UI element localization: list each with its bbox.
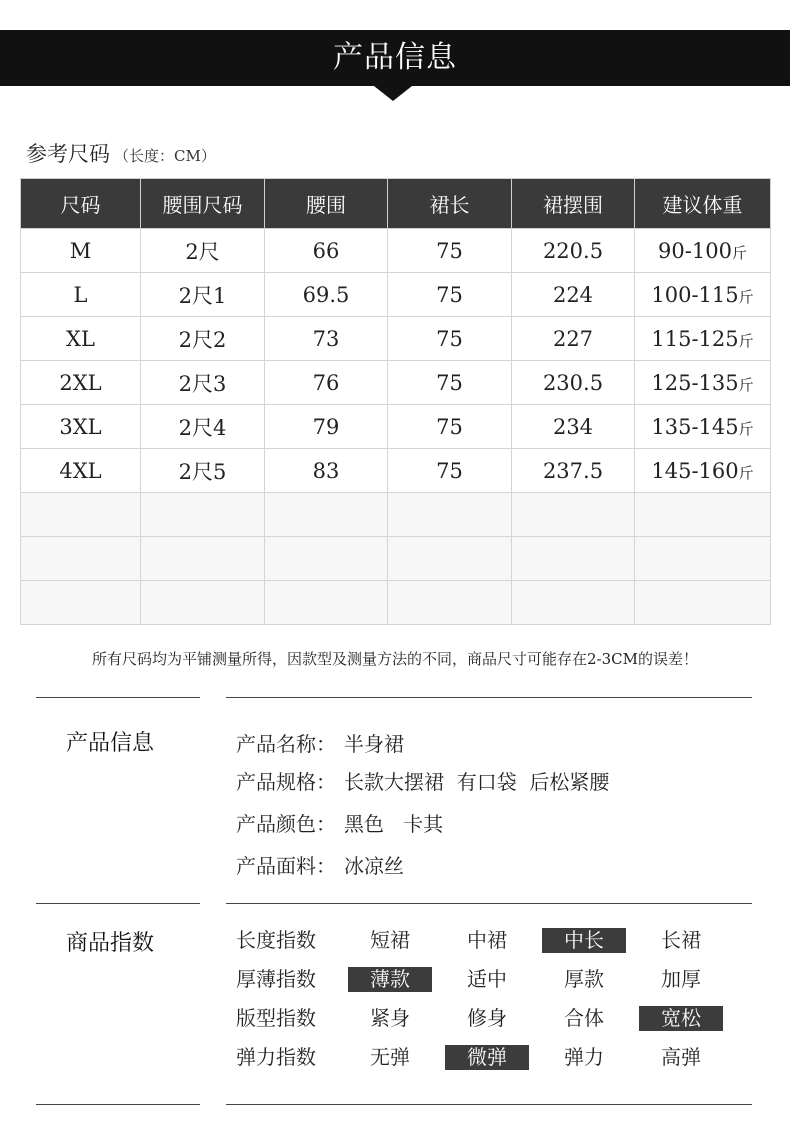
- cell-size: 4XL: [21, 449, 141, 493]
- info-row-spec: [236, 766, 609, 795]
- cell-hem: 227: [512, 317, 635, 361]
- table-row: [21, 449, 771, 493]
- weight-value: 135-145: [651, 414, 739, 439]
- product-index-title: 商品指数: [66, 931, 155, 956]
- table-row: [21, 317, 771, 361]
- index-row-length: [236, 926, 756, 954]
- info-row-color: [236, 808, 443, 837]
- cell-weight: [635, 273, 771, 317]
- index-label: 版型指数: [236, 1006, 316, 1030]
- cell-weight: [635, 361, 771, 405]
- title-banner: [0, 30, 790, 86]
- info-label: 产品面料：: [236, 854, 336, 878]
- cell-length: 75: [388, 317, 512, 361]
- cell-waist: 76: [265, 361, 388, 405]
- header-waist: 腰围: [265, 179, 388, 229]
- cell-length: 75: [388, 361, 512, 405]
- index-option: 加厚: [661, 967, 701, 991]
- cell-length: 75: [388, 229, 512, 273]
- cell-size: XL: [21, 317, 141, 361]
- cell-weight: [635, 229, 771, 273]
- index-option: 适中: [467, 967, 507, 991]
- index-option: 微弹: [445, 1045, 529, 1070]
- index-option: 紧身: [370, 1006, 410, 1030]
- table-row: [21, 405, 771, 449]
- weight-unit: 斤: [738, 331, 754, 350]
- cell-hem: 224: [512, 273, 635, 317]
- index-row-elasticity: [236, 1043, 756, 1071]
- weight-value: 90-100: [658, 238, 732, 263]
- index-option: 修身: [467, 1006, 507, 1030]
- index-option: 长裙: [661, 928, 701, 952]
- index-option: 弹力: [564, 1045, 604, 1069]
- cell-waist: 79: [265, 405, 388, 449]
- cell-size: 3XL: [21, 405, 141, 449]
- cell-waist-size: 2尺: [141, 229, 265, 273]
- cell-length: 75: [388, 405, 512, 449]
- weight-value: 125-135: [651, 370, 739, 395]
- cell-waist-size: 2尺4: [141, 405, 265, 449]
- cell-waist: 73: [265, 317, 388, 361]
- weight-unit: 斤: [738, 287, 754, 306]
- table-row: [21, 229, 771, 273]
- size-table: [20, 178, 771, 625]
- weight-unit: 斤: [738, 419, 754, 438]
- index-label: 厚薄指数: [236, 967, 316, 991]
- empty-table-row: [21, 493, 771, 537]
- index-option: 宽松: [639, 1006, 723, 1031]
- weight-value: 100-115: [651, 282, 739, 307]
- header-size: 尺码: [21, 179, 141, 229]
- info-label: 产品颜色：: [236, 812, 336, 836]
- empty-table-row: [21, 581, 771, 625]
- cell-weight: [635, 317, 771, 361]
- weight-unit: 斤: [738, 463, 754, 482]
- header-hem: 裙摆围: [512, 179, 635, 229]
- divider: [226, 903, 752, 904]
- info-label: 产品名称：: [236, 732, 336, 756]
- index-label: 弹力指数: [236, 1045, 316, 1069]
- index-option: 薄款: [348, 967, 432, 992]
- empty-table-row: [21, 537, 771, 581]
- info-value: 长款大摆裙 有口袋 后松紧腰: [344, 770, 610, 794]
- cell-hem: 234: [512, 405, 635, 449]
- cell-hem: 237.5: [512, 449, 635, 493]
- divider: [226, 1104, 752, 1105]
- index-option: 合体: [564, 1006, 604, 1030]
- index-option: 无弹: [370, 1045, 410, 1069]
- cell-waist: 69.5: [265, 273, 388, 317]
- banner-notch: [374, 86, 412, 101]
- reference-size-title: 参考尺码: [26, 142, 110, 166]
- divider: [36, 903, 200, 904]
- cell-waist: 66: [265, 229, 388, 273]
- banner-title: 产品信息: [333, 40, 457, 75]
- cell-size: L: [21, 273, 141, 317]
- measurement-note: 所有尺码均为平铺测量所得，因款型及测量方法的不同，商品尺寸可能存在2-3CM的误差！: [92, 650, 698, 668]
- info-row-fabric: [236, 850, 404, 879]
- cell-waist: 83: [265, 449, 388, 493]
- info-value: 冰凉丝: [344, 854, 404, 878]
- cell-waist-size: 2尺5: [141, 449, 265, 493]
- cell-weight: [635, 449, 771, 493]
- index-row-fit: [236, 1004, 756, 1032]
- header-skirt-length: 裙长: [388, 179, 512, 229]
- index-label: 长度指数: [236, 928, 316, 952]
- cell-hem: 230.5: [512, 361, 635, 405]
- table-row: [21, 273, 771, 317]
- cell-size: 2XL: [21, 361, 141, 405]
- reference-size-unit: （长度：CM）: [114, 147, 216, 165]
- weight-value: 145-160: [651, 458, 739, 483]
- weight-unit: 斤: [738, 375, 754, 394]
- cell-hem: 220.5: [512, 229, 635, 273]
- divider: [36, 1104, 200, 1105]
- cell-weight: [635, 405, 771, 449]
- weight-unit: 斤: [731, 243, 747, 262]
- header-waist-size: 腰围尺码: [141, 179, 265, 229]
- cell-waist-size: 2尺2: [141, 317, 265, 361]
- header-weight: 建议体重: [635, 179, 771, 229]
- divider: [36, 697, 200, 698]
- index-option: 高弹: [661, 1045, 701, 1069]
- weight-value: 115-125: [651, 326, 739, 351]
- info-row-name: [236, 728, 404, 757]
- index-option: 短裙: [370, 928, 410, 952]
- index-option: 中裙: [467, 928, 507, 952]
- size-table-header-row: [21, 179, 771, 229]
- index-option: 中长: [542, 928, 626, 953]
- index-row-thickness: [236, 965, 756, 993]
- index-option: 厚款: [564, 967, 604, 991]
- info-label: 产品规格：: [236, 770, 336, 794]
- divider: [226, 697, 752, 698]
- table-row: [21, 361, 771, 405]
- info-value: 黑色 卡其: [344, 812, 444, 836]
- cell-waist-size: 2尺1: [141, 273, 265, 317]
- cell-length: 75: [388, 449, 512, 493]
- reference-size-heading: [26, 138, 216, 168]
- cell-length: 75: [388, 273, 512, 317]
- cell-size: M: [21, 229, 141, 273]
- info-value: 半身裙: [344, 732, 404, 756]
- product-info-title: 产品信息: [66, 731, 155, 756]
- cell-waist-size: 2尺3: [141, 361, 265, 405]
